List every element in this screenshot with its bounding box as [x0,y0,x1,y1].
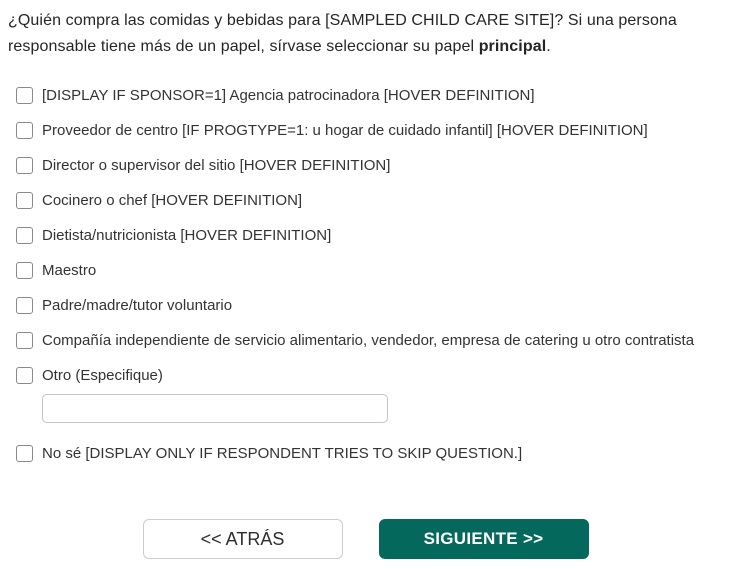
next-button[interactable]: SIGUIENTE >> [379,519,589,559]
option-row-food-service-company [16,332,723,349]
checkbox-option-5[interactable] [16,227,33,244]
checkbox-option-2[interactable] [16,122,33,139]
question-text [8,8,723,60]
option-row-dietitian [16,227,723,244]
option-row-other-specify [16,367,723,384]
option-row-cook-chef [16,192,723,209]
question-text-period: . [546,38,551,55]
option-label-4[interactable]: Cocinero o chef [HOVER DEFINITION] [42,192,303,209]
option-row-dont-know [16,445,723,462]
checkbox-option-9[interactable] [16,367,33,384]
back-button[interactable]: << ATRÁS [143,519,343,559]
checkbox-option-3[interactable] [16,157,33,174]
option-row-sponsor-agency [16,87,723,104]
option-label-1[interactable]: [DISPLAY IF SPONSOR=1] Agencia patrocinadora [HOVER DEFINITION] [42,87,535,104]
options-list [8,87,723,462]
checkbox-option-1[interactable] [16,87,33,104]
checkbox-option-8[interactable] [16,332,33,349]
option-label-2[interactable]: Proveedor de centro [IF PROGTYPE=1: u hogar de cuidado infantil] [HOVER DEFINITION] [42,122,648,139]
option-row-parent-volunteer [16,297,723,314]
option-label-5[interactable]: Dietista/nutricionista [HOVER DEFINITION] [42,227,332,244]
option-row-site-director [16,157,723,174]
navigation-buttons [8,519,723,559]
option-label-6[interactable]: Maestro [42,262,97,279]
other-specify-input[interactable] [42,394,388,423]
option-label-3[interactable]: Director o supervisor del sitio [HOVER DEFINITION] [42,157,391,174]
checkbox-option-4[interactable] [16,192,33,209]
option-row-teacher [16,262,723,279]
option-label-10[interactable]: No sé [DISPLAY ONLY IF RESPONDENT TRIES TO SKIP QUESTION.] [42,445,523,462]
option-row-center-provider [16,122,723,139]
checkbox-option-6[interactable] [16,262,33,279]
other-specify-wrap [42,394,723,423]
checkbox-option-10[interactable] [16,445,33,462]
question-text-main: ¿Quién compra las comidas y bebidas para [SAMPLED CHILD CARE SITE]? Si una persona responsable tiene más de un papel, sírvase seleccionar su papel [8,12,677,55]
question-text-bold: principal [478,38,547,55]
option-label-7[interactable]: Padre/madre/tutor voluntario [42,297,233,314]
checkbox-option-7[interactable] [16,297,33,314]
option-label-8[interactable]: Compañía independiente de servicio alimentario, vendedor, empresa de catering u otro contratista [42,332,695,349]
option-label-9[interactable]: Otro (Especifique) [42,367,163,384]
